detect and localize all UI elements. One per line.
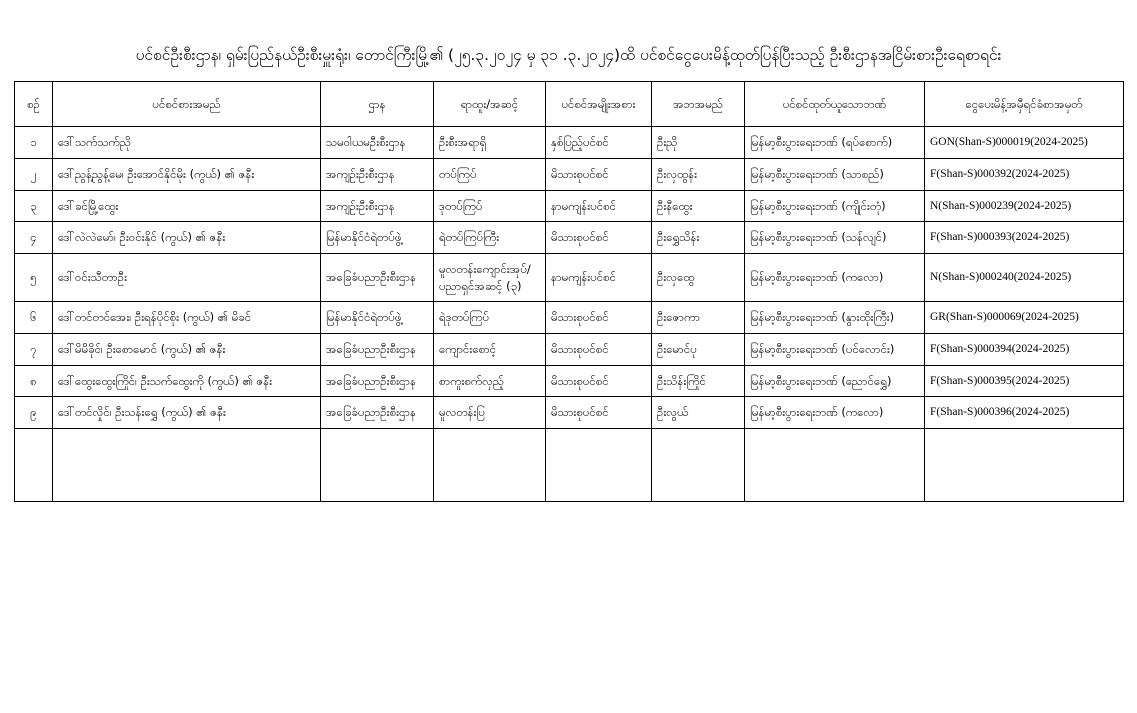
cell-index: ၁ — [15, 127, 53, 159]
cell-department: အကျဉ်းဦးစီးဌာန — [321, 190, 434, 222]
cell-rank: စာကူးစက်လှည့် — [434, 365, 546, 397]
cell-department: အခြေခံပညာဦးစီးဌာန — [321, 397, 434, 429]
cell-pension-type: မိသားစုပင်စင် — [546, 222, 652, 254]
cell-department: အခြေခံပညာဦးစီးဌာန — [321, 365, 434, 397]
table-row — [15, 253, 1124, 301]
table-row — [15, 333, 1124, 365]
cell-department: မြန်မာနိုင်ငံရဲတပ်ဖွဲ့ — [321, 222, 434, 254]
cell-bank: မြန်မာ့စီးပွားရေးဘဏ် (နွားထိုးကြီး) — [745, 302, 925, 334]
table-row — [15, 302, 1124, 334]
cell-name: ဒေါ်မိမိခိုင်၊ ဦးစောမောင် (ကွယ်) ၏ ဇနီး — [53, 333, 321, 365]
cell-empty — [925, 428, 1124, 501]
cell-name: ဒေါ်လဲလဲမော်၊ ဦးဝင်းနိုင် (ကွယ်) ၏ ဇနီး — [53, 222, 321, 254]
cell-pension-type: နာမကျန်းပင်စင် — [546, 253, 652, 301]
cell-pension-type: နှစ်ပြည့်ပင်စင် — [546, 127, 652, 159]
table-row — [15, 222, 1124, 254]
cell-father-name: ဦးဇောကာ — [652, 302, 745, 334]
cell-father-name: ဦးလွယ် — [652, 397, 745, 429]
table-header — [15, 82, 1124, 127]
cell-name: ဒေါ်တင်လှိုင်၊ ဦးသန်းရွှေ (ကွယ်) ၏ ဇနီး — [53, 397, 321, 429]
cell-reference-number: F(Shan-S)000395(2024-2025) — [925, 365, 1124, 397]
cell-department: သမဝါယမဦးစီးဌာန — [321, 127, 434, 159]
cell-rank: ဦးစီးအရာရှိ — [434, 127, 546, 159]
cell-reference-number: GON(Shan-S)000019(2024-2025) — [925, 127, 1124, 159]
cell-pension-type: မိသားစုပင်စင် — [546, 158, 652, 190]
table-row — [15, 158, 1124, 190]
table-row — [15, 397, 1124, 429]
cell-name: ဒေါ်တင်တင်အေး၊ ဦးရန်ပိုင်စိုး (ကွယ်) ၏ မိခင် — [53, 302, 321, 334]
cell-rank: ရဲဒုတပ်ကြပ် — [434, 302, 546, 334]
cell-bank: မြန်မာ့စီးပွားရေးဘဏ် (ကလော) — [745, 253, 925, 301]
cell-empty — [53, 428, 321, 501]
cell-name: ဒေါ်သက်သက်ညို — [53, 127, 321, 159]
cell-pension-type: မိသားစုပင်စင် — [546, 302, 652, 334]
column-header-rank: ရာထူး/အဆင့် — [434, 82, 546, 127]
cell-pension-type: မိသားစုပင်စင် — [546, 397, 652, 429]
cell-father-name: ဦးလှထွန်း — [652, 158, 745, 190]
cell-rank: ရဲတပ်ကြပ်ကြီး — [434, 222, 546, 254]
cell-index: ၈ — [15, 365, 53, 397]
cell-name: ဒေါ်ဝင်းသီတာဦး — [53, 253, 321, 301]
cell-bank: မြန်မာ့စီးပွားရေးဘဏ် (ကျိုင်းတုံ) — [745, 190, 925, 222]
cell-index: ၄ — [15, 222, 53, 254]
pension-register-table — [14, 81, 1124, 502]
cell-reference-number: N(Shan-S)000240(2024-2025) — [925, 253, 1124, 301]
cell-bank: မြန်မာ့စီးပွားရေးဘဏ် (ကလော) — [745, 397, 925, 429]
cell-bank: မြန်မာ့စီးပွားရေးဘဏ် (သာစည်) — [745, 158, 925, 190]
column-header-pension-type: ပင်စင်အမျိုးအစား — [546, 82, 652, 127]
cell-index: ၂ — [15, 158, 53, 190]
cell-father-name: ဦးနီထွေး — [652, 190, 745, 222]
cell-reference-number: GR(Shan-S)000069(2024-2025) — [925, 302, 1124, 334]
cell-name: ဒေါ်ထွေးထွေးကြိုင်၊ ဦးသက်ထွေးကို (ကွယ်) ၏ ဇနီး — [53, 365, 321, 397]
cell-father-name: ဦးသိန်းကြိုင် — [652, 365, 745, 397]
column-header-index: စဉ် — [15, 82, 53, 127]
cell-department: အခြေခံပညာဦးစီးဌာန — [321, 253, 434, 301]
cell-rank: မူလတန်းကျောင်းအုပ်/ ပညာရှင်အဆင့် (၃) — [434, 253, 546, 301]
cell-pension-type: မိသားစုပင်စင် — [546, 333, 652, 365]
cell-bank: မြန်မာ့စီးပွားရေးဘဏ် (ပင်လောင်း) — [745, 333, 925, 365]
column-header-name: ပင်စင်စားအမည် — [53, 82, 321, 127]
column-header-father-name: အဘအမည် — [652, 82, 745, 127]
cell-empty — [434, 428, 546, 501]
cell-bank: မြန်မာ့စီးပွားရေးဘဏ် (ညောင်ရွှေ) — [745, 365, 925, 397]
table-container — [0, 81, 1137, 502]
cell-father-name: ဦးလှထွေ — [652, 253, 745, 301]
cell-empty — [321, 428, 434, 501]
page-title: ပင်စင်ဦးစီးဌာန၊ ရှမ်းပြည်နယ်ဦးစီးမှူးရုံး၊ တောင်ကြီးမြို့၏ (၂၅.၃.၂၀၂၄ မှ ၃၁ .၃.၂၀၂၄)ထိ ပင်စင်ငွေပေးမိန့်ထုတ်ပြန်ပြီးသည့် ဦးစီးဌာနအငြိမ်းစားဦးရေစာရင်း — [135, 46, 1002, 64]
cell-name: ဒေါ်ခင်မြို့ထွေး — [53, 190, 321, 222]
cell-rank: မူလတန်းပြ — [434, 397, 546, 429]
cell-pension-type: နာမကျန်းပင်စင် — [546, 190, 652, 222]
table-row — [15, 365, 1124, 397]
cell-department: မြန်မာနိုင်ငံရဲတပ်ဖွဲ့ — [321, 302, 434, 334]
cell-rank: ဒုတပ်ကြပ် — [434, 190, 546, 222]
cell-reference-number: F(Shan-S)000392(2024-2025) — [925, 158, 1124, 190]
cell-empty — [15, 428, 53, 501]
cell-index: ၉ — [15, 397, 53, 429]
cell-empty — [652, 428, 745, 501]
cell-empty — [745, 428, 925, 501]
table-row — [15, 127, 1124, 159]
cell-department: အကျဉ်းဦးစီးဌာန — [321, 158, 434, 190]
cell-reference-number: F(Shan-S)000396(2024-2025) — [925, 397, 1124, 429]
cell-reference-number: F(Shan-S)000393(2024-2025) — [925, 222, 1124, 254]
column-header-reference-number: ငွေပေးမိန့်အမှီရင်ခံစာအမှတ် — [925, 82, 1124, 127]
cell-index: ၇ — [15, 333, 53, 365]
table-row — [15, 190, 1124, 222]
column-header-bank: ပင်စင်ထုတ်ယူသောဘဏ် — [745, 82, 925, 127]
cell-reference-number: F(Shan-S)000394(2024-2025) — [925, 333, 1124, 365]
header-row — [15, 82, 1124, 127]
cell-bank: မြန်မာ့စီးပွားရေးဘဏ် (သန်လျင်) — [745, 222, 925, 254]
cell-name: ဒေါ်ညွန့်ညွန့်မေ၊ ဦးအောင်နိုင်မိုး (ကွယ်) ၏ ဇနီး — [53, 158, 321, 190]
cell-father-name: ဦးညို — [652, 127, 745, 159]
cell-rank: ကျောင်းစောင့် — [434, 333, 546, 365]
table-body — [15, 127, 1124, 502]
column-header-department: ဌာန — [321, 82, 434, 127]
cell-father-name: ဦးမောင်ပု — [652, 333, 745, 365]
cell-department: အခြေခံပညာဦးစီးဌာန — [321, 333, 434, 365]
cell-index: ၆ — [15, 302, 53, 334]
cell-index: ၃ — [15, 190, 53, 222]
cell-pension-type: မိသားစုပင်စင် — [546, 365, 652, 397]
cell-bank: မြန်မာ့စီးပွားရေးဘဏ် (ရပ်စောက်) — [745, 127, 925, 159]
cell-rank: တပ်ကြပ် — [434, 158, 546, 190]
table-empty-row — [15, 428, 1124, 501]
cell-empty — [546, 428, 652, 501]
cell-index: ၅ — [15, 253, 53, 301]
cell-reference-number: N(Shan-S)000239(2024-2025) — [925, 190, 1124, 222]
cell-father-name: ဦးရွှေသိန်း — [652, 222, 745, 254]
